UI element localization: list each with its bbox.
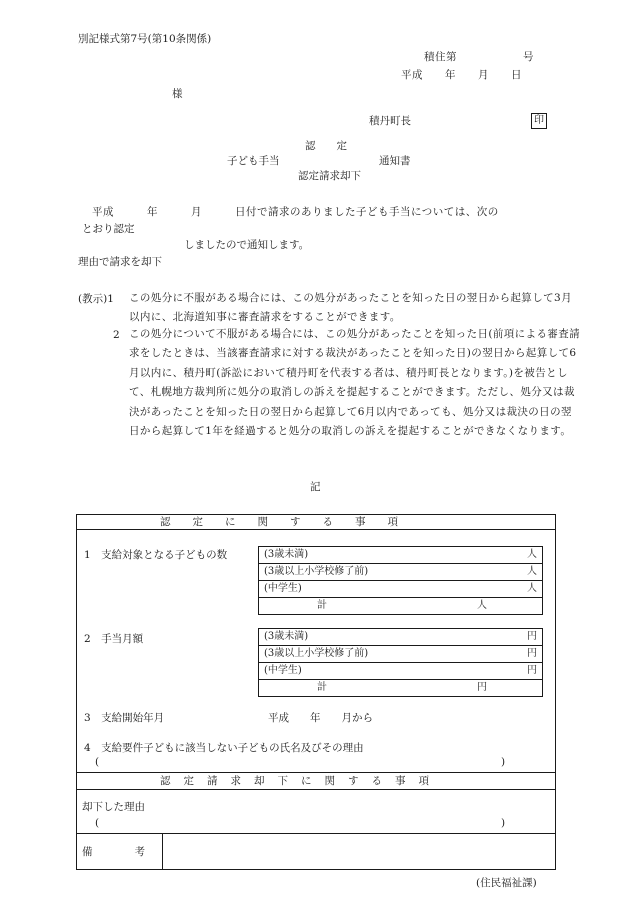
section-certification-title: 認定に関する事項 [160, 516, 420, 528]
department-footer: (住民福祉課) [476, 877, 537, 889]
total-label: 計 [317, 682, 327, 693]
form-number: 別記様式第7号(第10条関係) [78, 33, 212, 45]
total-unit: 円 [477, 682, 487, 693]
table-rule [162, 833, 163, 870]
monthly-amount-box [258, 628, 543, 697]
reject-close-paren: ) [501, 817, 506, 829]
row-unit: 円 [527, 648, 537, 659]
title-bottom: 認定請求却下 [298, 170, 361, 182]
row-label: (中学生) [264, 665, 302, 676]
children-count-box [258, 546, 543, 615]
notice-item-1: この処分に不服がある場合には、この処分があったことを知った日の翌日から起算して3月以内に、北海道知事に審査請求をすることができます。 [129, 292, 572, 324]
notice-label: (教示)1 [78, 293, 114, 305]
row-label: (中学生) [264, 583, 302, 594]
document-number: 積住第 号 [424, 51, 534, 63]
item-3-value: 平成 年 月から [268, 712, 373, 724]
amount-row [259, 629, 542, 646]
row-unit: 人 [527, 549, 537, 560]
addressee-suffix: 様 [172, 88, 183, 100]
row-label: (3歳以上小学校修了前) [264, 566, 369, 577]
row-unit: 円 [527, 631, 537, 642]
row-label: (3歳未満) [264, 549, 309, 560]
seal-mark: 印 [531, 113, 547, 129]
body-line-3: しましたので通知します。 [184, 239, 310, 251]
item-4-open-paren: ( [95, 756, 100, 768]
body-line-1: 平成 年 月 日付で請求のありました子ども手当については、次の [92, 206, 499, 218]
title-left: 子ども手当 [227, 155, 280, 167]
row-unit: 円 [527, 665, 537, 676]
issue-date: 平成 年 月 日 [401, 69, 522, 81]
row-unit: 人 [527, 583, 537, 594]
table-rule [76, 833, 556, 834]
remarks-label: 備 考 [82, 846, 145, 858]
notice-item-2-number: 2 [113, 329, 120, 341]
children-row [259, 581, 542, 598]
item-4-close-paren: ) [501, 756, 506, 768]
table-rule [76, 529, 556, 530]
row-unit: 人 [527, 566, 537, 577]
section-rejection-title: 認定請求却下に関する事項 [160, 775, 442, 787]
item-2-label: 2 手当月額 [84, 633, 144, 645]
title-right: 通知書 [379, 155, 411, 167]
row-label: (3歳未満) [264, 631, 309, 642]
item-3-label: 3 支給開始年月 [84, 712, 165, 724]
total-label: 計 [317, 600, 327, 611]
amount-total-row [259, 680, 542, 696]
children-row [259, 547, 542, 564]
children-row [259, 564, 542, 581]
notice-item-2: この処分について不服がある場合には、この処分があったことを知った日(前項による審査請求をしたときは、当該審査請求に対する裁決があったことを知った日)の翌日から起算して6月以内に、積丹町(訴訟において積丹町を代表する者は、積丹町長となります。)を被告として、札幌地方裁判所に処分の取消しの訴えを提起することができます。ただし、処分又は裁決があったことを知った日の翌日から起算して6月以内であっても、処分又は裁決の日の翌日から起算して1年を経過すると処分の取消しの訴えを提起することができなくなります。 [129, 328, 581, 438]
issuer-name: 積丹町長 [369, 115, 411, 127]
body-line-2: とおり認定 [82, 223, 135, 235]
ki-heading: 記 [310, 481, 321, 493]
total-unit: 人 [477, 600, 487, 611]
amount-row [259, 646, 542, 663]
row-label: (3歳以上小学校修了前) [264, 648, 369, 659]
amount-row [259, 663, 542, 680]
body-line-4: 理由で請求を却下 [78, 256, 162, 268]
reject-reason-label: 却下した理由 [82, 801, 145, 813]
reject-open-paren: ( [95, 817, 100, 829]
table-rule [76, 772, 556, 773]
table-rule [76, 789, 556, 790]
children-total-row [259, 598, 542, 614]
item-4-label: 4 支給要件子どもに該当しない子どもの氏名及びその理由 [84, 742, 364, 754]
title-top: 認 定 [305, 140, 347, 152]
item-1-label: 1 支給対象となる子どもの数 [84, 549, 228, 561]
